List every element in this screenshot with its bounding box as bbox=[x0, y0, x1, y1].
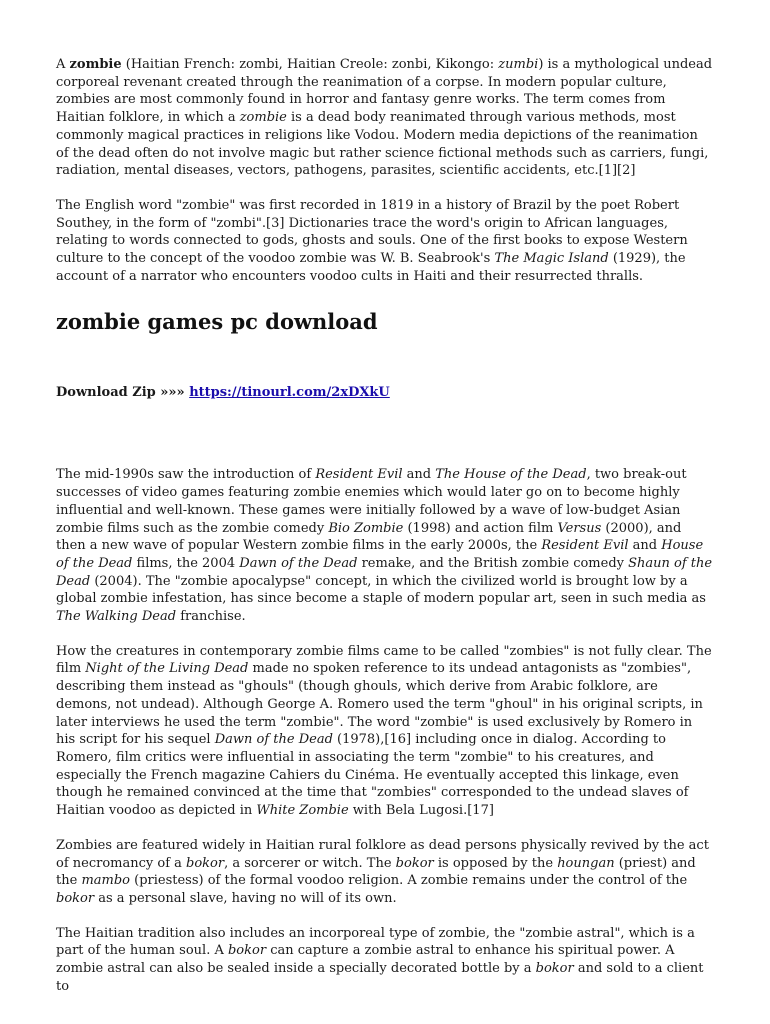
italic-term: The Magic Island bbox=[494, 251, 609, 267]
download-line bbox=[56, 384, 714, 402]
download-label: Download Zip »»» bbox=[56, 385, 190, 401]
text-run: (2000), and then a new wave of popular Western zombie films in the early 2000s, the bbox=[56, 520, 682, 554]
italic-term: Dawn of the Dead bbox=[214, 732, 333, 748]
text-run: franchise. bbox=[176, 609, 246, 625]
text-run: The English word "zombie" was first recorded in 1819 in a history of Brazil by the poet Robert Southey, in the form of "zombi".[3] Dictionaries trace the word's origin to African languages, relating to words connected to gods, ghosts and souls. One of the first books to expose Western culture to the concept of the voodoo zombie was W. B. Seabrook's bbox=[56, 197, 688, 267]
text-run: The mid-1990s saw the introduction of bbox=[56, 467, 316, 483]
text-run: is opposed by the bbox=[433, 855, 558, 871]
italic-term: House of the Dead bbox=[56, 538, 704, 571]
text-run: with Bela Lugosi.[17] bbox=[348, 803, 494, 819]
bold-term: zombie bbox=[69, 57, 122, 72]
text-run: as a personal slave, having no will of its own. bbox=[94, 890, 397, 906]
text-run: and bbox=[628, 538, 662, 554]
spacer bbox=[56, 402, 714, 466]
text-run: , a sorcerer or witch. The bbox=[224, 855, 396, 871]
italic-term: bokor bbox=[227, 943, 267, 959]
text-run: (priest) and the bbox=[56, 855, 696, 889]
text-run: (1998) and action film bbox=[403, 520, 558, 536]
body-paragraph-2 bbox=[56, 643, 714, 820]
text-run: is a dead body reanimated through various methods, most commonly magical practices in religions like Vodou. Modern media depictions of the reanimation of the dead often do not involve magic but rather science fictional methods such as carriers, fungi, radiation, mental diseases, vectors, pathogens, parasites, scientific accidents, etc.[1][2] bbox=[56, 110, 709, 179]
italic-term: Resident Evil bbox=[541, 538, 629, 554]
italic-term: bokor bbox=[56, 890, 95, 906]
text-run: and bbox=[402, 467, 436, 483]
italic-term: zumbi bbox=[498, 57, 539, 72]
intro-paragraph-2 bbox=[56, 197, 714, 286]
body-paragraph-4 bbox=[56, 925, 714, 996]
intro-paragraph-1 bbox=[56, 56, 714, 180]
italic-term: Night of the Living Dead bbox=[85, 661, 249, 677]
body-paragraph-3 bbox=[56, 837, 714, 908]
section-heading: zombie games pc download bbox=[56, 309, 378, 335]
italic-term: Versus bbox=[557, 520, 602, 536]
italic-term: zombie bbox=[239, 110, 287, 126]
text-run: can capture a zombie astral to enhance his spiritual power. A zombie astral can also be sealed inside a specially decorated bottle by a bbox=[56, 943, 675, 977]
text-run: (priestess) of the formal voodoo religion. A zombie remains under the control of the bbox=[130, 873, 688, 889]
text-run: (Haitian French: zombi, Haitian Creole: zonbi, Kikongo: bbox=[121, 57, 499, 72]
text-run: Zombies are featured widely in Haitian rural folklore as dead persons physically revived by the act of necromancy of a bbox=[56, 837, 709, 871]
text-run: remake, and the British zombie comedy bbox=[357, 555, 629, 571]
italic-term: houngan bbox=[557, 855, 615, 871]
italic-term: bokor bbox=[186, 855, 225, 871]
italic-term: White Zombie bbox=[256, 803, 349, 819]
text-run: How the creatures in contemporary zombie films came to be called "zombies" is not fully clear. The film bbox=[56, 643, 712, 677]
text-run: (1929), the account of a narrator who encounters voodoo cults in Haiti and their resurrected thralls. bbox=[56, 251, 686, 284]
text-run: (2004). The "zombie apocalypse" concept, in which the civilized world is brought low by a global zombie infestation, has since become a staple of modern popular art, seen in such media as bbox=[56, 573, 706, 607]
text-run: (1978),[16] including once in dialog. According to Romero, film critics were influential in associating the term "zombie" to his creatures, and especially the French magazine Cahiers du Cinéma. He eventually accepted this linkage, even though he remained convinced at the time that "zombies" corresponded to the undead slaves of Haitian voodoo as depicted in bbox=[56, 732, 689, 819]
italic-term: The House of the Dead bbox=[435, 467, 587, 483]
text-run: , two break-out successes of video games featuring zombie enemies which would later go on to become highly influential and well-known. These games were initially followed by a wave of low-budget Asian zombie films such as the zombie comedy bbox=[56, 467, 687, 536]
italic-term: Dawn of the Dead bbox=[239, 555, 358, 571]
text-run: films, the 2004 bbox=[132, 555, 240, 571]
italic-term: Resident Evil bbox=[315, 467, 403, 483]
download-link[interactable]: https://tinourl.com/2xDXkU bbox=[189, 385, 390, 401]
italic-term: Bio Zombie bbox=[328, 520, 404, 536]
text-run: The Haitian tradition also includes an incorporeal type of zombie, the "zombie astral", which is a part of the human soul. A bbox=[56, 925, 695, 959]
italic-term: bokor bbox=[395, 855, 434, 871]
italic-term: bokor bbox=[535, 961, 574, 977]
text-run: ) is a mythological undead corporeal revenant created through the reanimation of a corpse. In modern popular culture, zombies are most commonly found in horror and fantasy genre works. The term comes from Haitian folklore, in which a bbox=[56, 57, 713, 126]
text-run: A bbox=[56, 57, 70, 72]
italic-term: mambo bbox=[81, 873, 130, 889]
body-paragraph-1 bbox=[56, 466, 714, 625]
text-run: made no spoken reference to its undead antagonists as "zombies", describing them instead as "ghouls" (though ghouls, which derive from Arabic folklore, are demons, not undead). Although George A. Romero used the term "ghoul" in his original scripts, in later interviews he used the term "zombie". The word "zombie" is used exclusively by Romero in his script for his sequel bbox=[56, 661, 703, 748]
italic-term: The Walking Dead bbox=[56, 609, 177, 625]
italic-term: Shaun of the Dead bbox=[56, 555, 713, 589]
text-run: and sold to a client to bbox=[56, 961, 704, 994]
